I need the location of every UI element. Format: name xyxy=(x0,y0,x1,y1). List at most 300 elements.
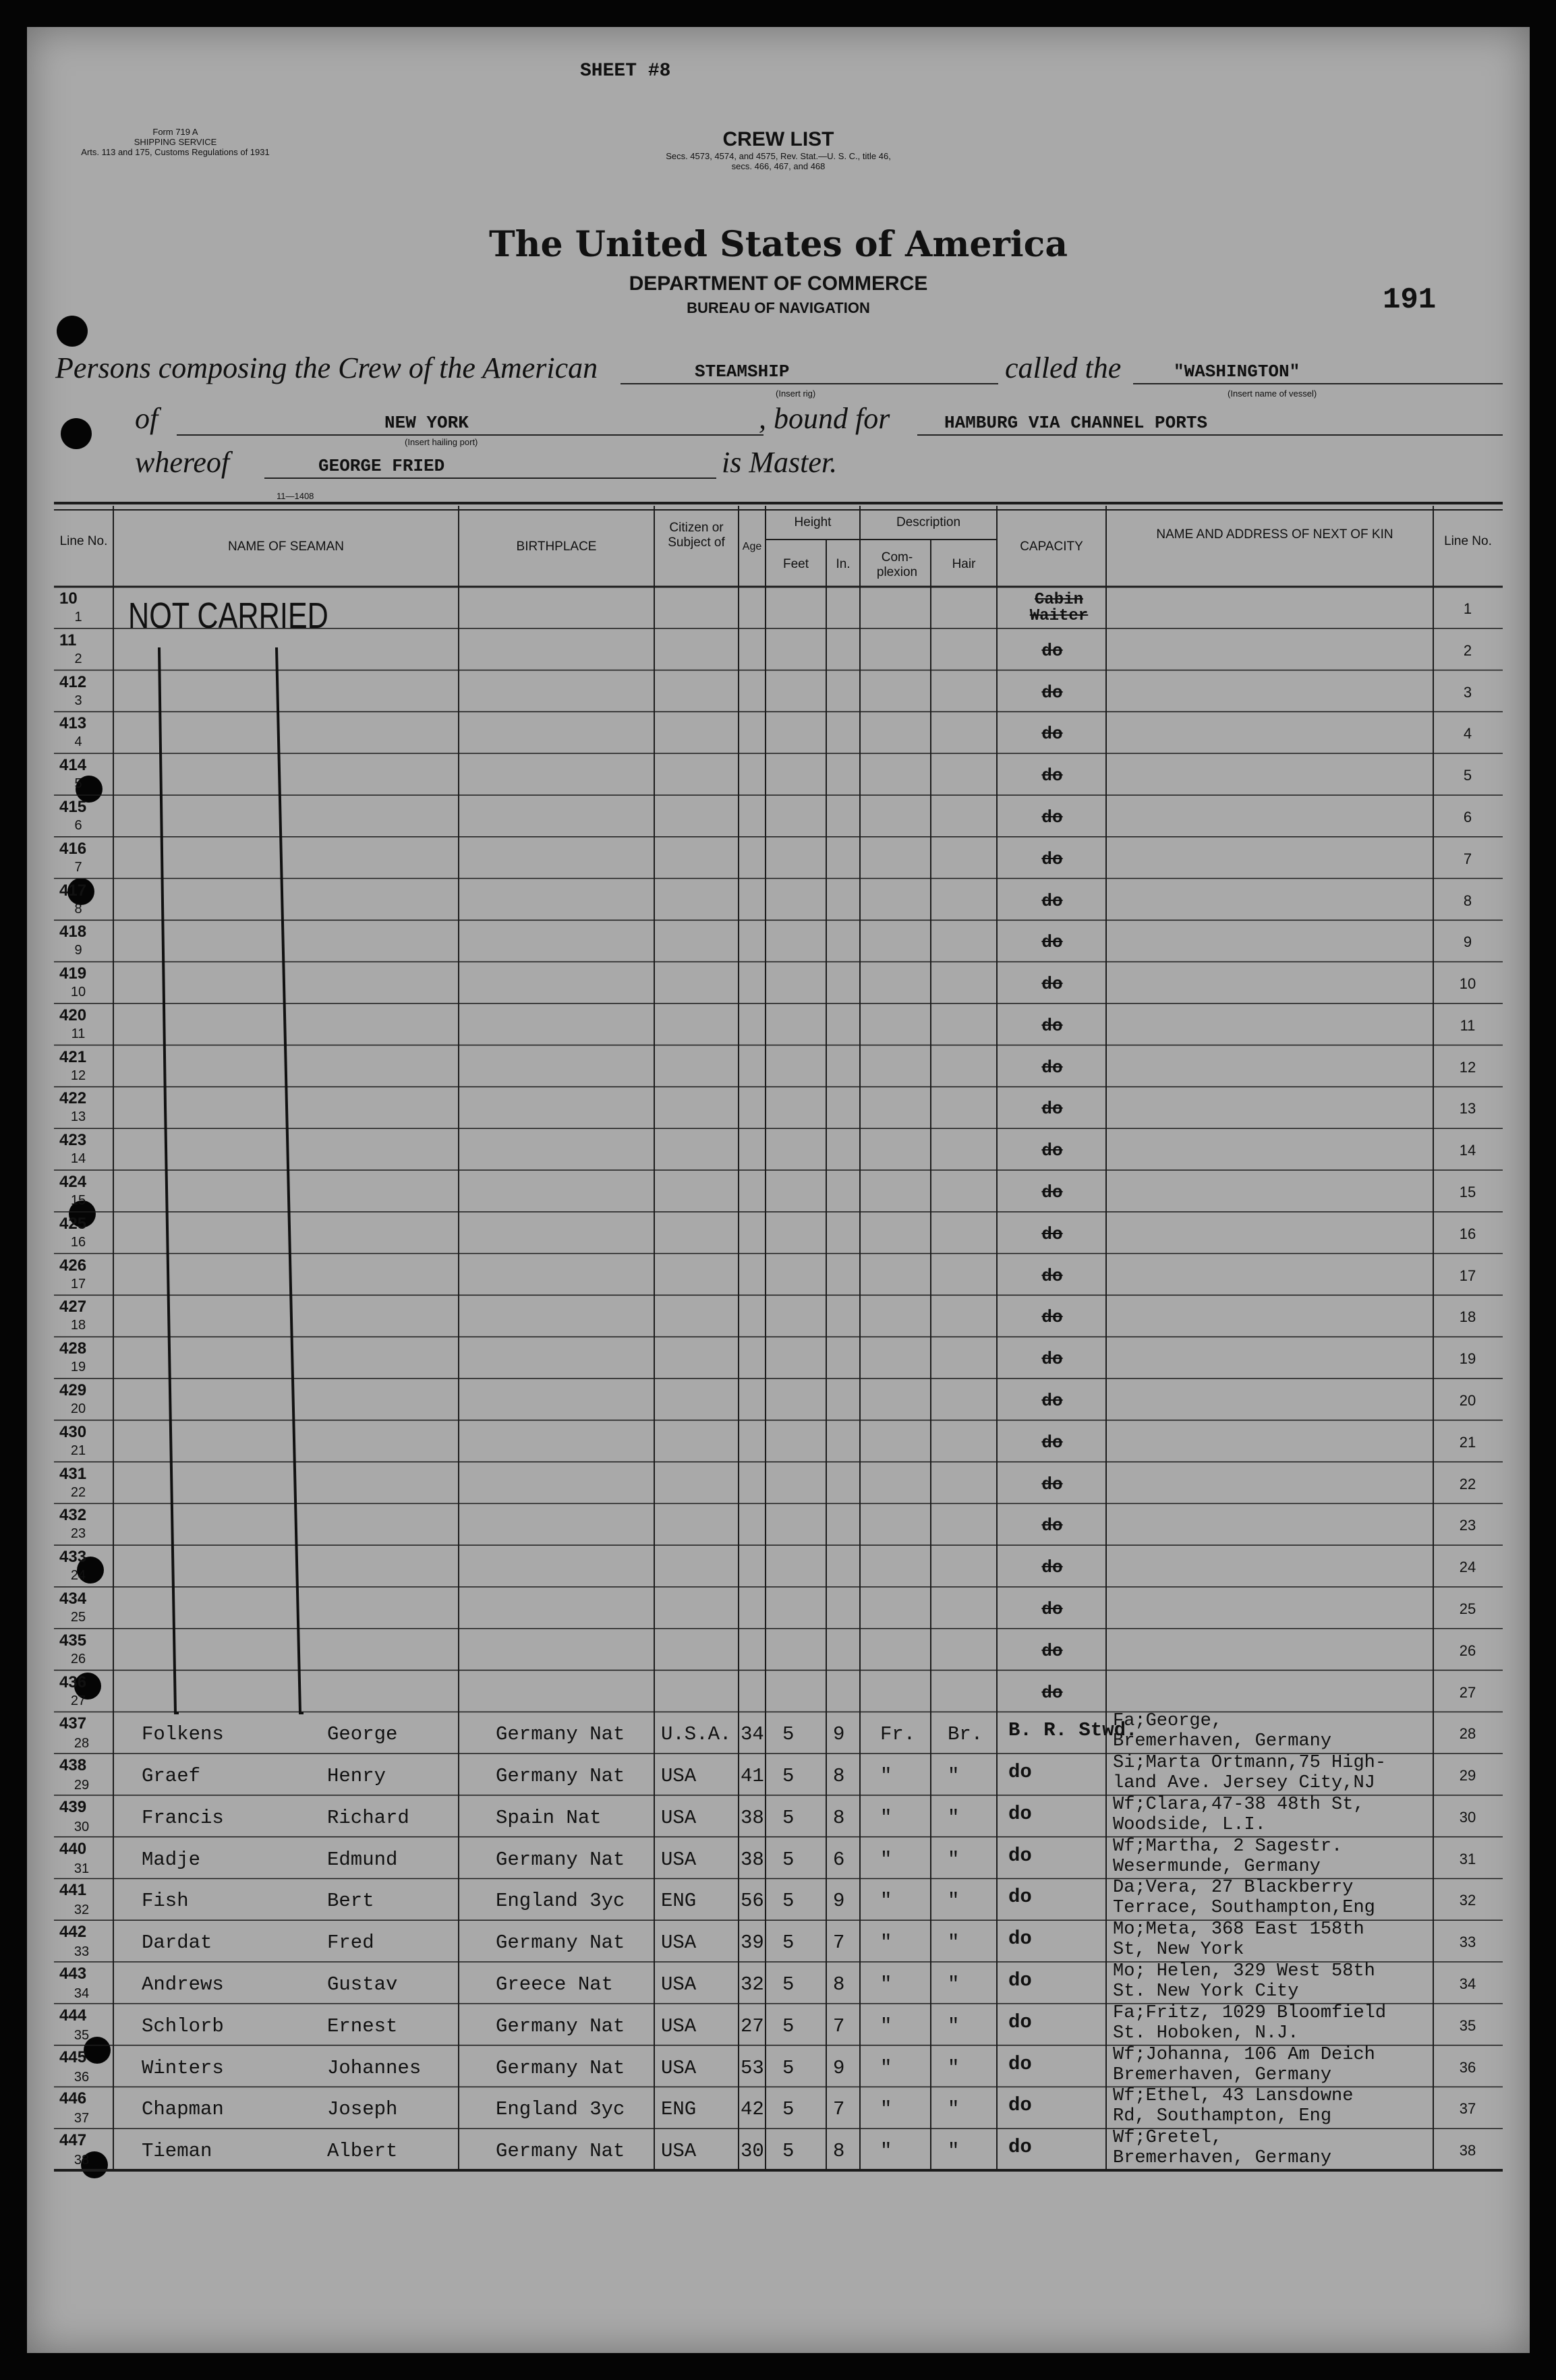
hair: " xyxy=(948,2014,960,2037)
row-line-number: 27 xyxy=(1459,1683,1476,1701)
hair: " xyxy=(948,1973,960,1996)
row-left-line-number: 14 xyxy=(70,1151,86,1167)
row-left-line-number: 16 xyxy=(70,1234,86,1250)
row-left-line-number: 21 xyxy=(70,1443,86,1458)
citizen-of: USA xyxy=(661,1932,697,1954)
row-line-number: 15 xyxy=(1459,1184,1476,1201)
row-left-line-number: 22 xyxy=(70,1484,86,1500)
complexion: " xyxy=(880,1765,892,1788)
row-original-number: 441 xyxy=(59,1881,87,1900)
row-left-line-number: 3 xyxy=(74,693,82,708)
row-original-number: 442 xyxy=(59,1923,87,1942)
height-inches: 8 xyxy=(833,1765,845,1788)
height-inches: 7 xyxy=(833,2014,845,2037)
row-line-number: 19 xyxy=(1459,1350,1476,1368)
row-original-number: 427 xyxy=(59,1298,87,1316)
row-left-line-number: 30 xyxy=(74,1819,90,1834)
birthplace: Germany Nat xyxy=(496,2014,625,2037)
seaman-given-name: Joseph xyxy=(327,2098,398,2121)
birthplace: England 3yc xyxy=(496,2098,625,2121)
seaman-surname: Graef xyxy=(142,1765,201,1788)
height-inches: 9 xyxy=(833,2056,845,2079)
row-line-number: 4 xyxy=(1463,725,1472,743)
row-original-number: 432 xyxy=(59,1506,87,1525)
next-of-kin-line1: Si;Marta Ortmann,75 High- xyxy=(1113,1753,1387,1774)
capacity-ditto: do xyxy=(1041,1223,1063,1244)
capacity-ditto: do xyxy=(1041,1474,1063,1494)
row-line-number: 17 xyxy=(1459,1267,1476,1284)
row-left-line-number: 28 xyxy=(74,1736,90,1751)
row-original-number: 10 xyxy=(59,589,78,608)
citizen-of: USA xyxy=(661,1806,697,1829)
row-left-line-number: 33 xyxy=(74,1944,90,1960)
capacity-ditto: do xyxy=(1041,1099,1063,1120)
row-left-line-number: 38 xyxy=(74,2153,90,2168)
capacity-ditto: do xyxy=(1041,1640,1063,1661)
capacity-ditto: do xyxy=(1041,1432,1063,1453)
row-left-line-number: 27 xyxy=(70,1693,86,1708)
next-of-kin-line2: Bremerhaven, Germany xyxy=(1113,2148,1332,2169)
whereof-label: whereof xyxy=(135,446,230,479)
capacity-ditto: do xyxy=(1041,1265,1063,1286)
bound-for-label: , bound for xyxy=(759,402,890,435)
form-line-1: Form 719 A xyxy=(152,127,198,137)
row-line-number: 13 xyxy=(1459,1100,1476,1118)
hair: " xyxy=(948,1932,960,1954)
capacity: do xyxy=(1008,2094,1032,2117)
height-inches: 7 xyxy=(833,2098,845,2121)
next-of-kin-line1: Wf;Martha, 2 Sagestr. xyxy=(1113,1836,1343,1857)
row-original-number: 420 xyxy=(59,1006,87,1024)
row-original-number: 418 xyxy=(59,923,87,941)
next-of-kin-line1: Fa;George, xyxy=(1113,1711,1223,1732)
row-left-line-number: 9 xyxy=(74,943,82,958)
age: 42 xyxy=(741,2098,764,2121)
crew-statement-prefix: Persons composing the Crew of the American xyxy=(55,351,598,384)
row-left-line-number: 6 xyxy=(74,817,82,833)
row-original-number: 444 xyxy=(59,2006,87,2025)
height-feet: 5 xyxy=(782,1723,795,1746)
is-master-label: is Master. xyxy=(722,446,838,479)
form-line-2: SHIPPING SERVICE xyxy=(134,137,217,147)
seaman-given-name: Johannes xyxy=(327,2056,422,2079)
row-original-number: 447 xyxy=(59,2131,87,2150)
capacity-ditto: do xyxy=(1041,724,1063,745)
height-inches: 9 xyxy=(833,1890,845,1913)
seaman-given-name: George xyxy=(327,1723,398,1746)
complexion: " xyxy=(880,2056,892,2079)
hair: " xyxy=(948,1890,960,1913)
row-left-line-number: 10 xyxy=(70,985,86,1000)
height-inches: 8 xyxy=(833,1973,845,1996)
capacity-ditto: do xyxy=(1041,932,1063,953)
height-feet: 5 xyxy=(782,1765,795,1788)
row-left-line-number: 17 xyxy=(70,1276,86,1291)
row-original-number: 423 xyxy=(59,1131,87,1150)
col-next-of-kin: NAME AND ADDRESS OF NEXT OF KIN xyxy=(1156,527,1393,542)
capacity-ditto: do xyxy=(1041,890,1063,911)
hair: Br. xyxy=(948,1723,983,1746)
row-line-number: 34 xyxy=(1459,1975,1476,1993)
capacity: B. R. Stwd. xyxy=(1008,1719,1138,1742)
birthplace: Greece Nat xyxy=(496,1973,614,1996)
row-left-line-number: 32 xyxy=(74,1903,90,1918)
row-left-line-number: 20 xyxy=(70,1401,86,1416)
complexion: " xyxy=(880,1890,892,1913)
row-original-number: 445 xyxy=(59,2048,87,2066)
capacity-ditto: do xyxy=(1041,1598,1063,1619)
capacity-ditto: do xyxy=(1041,1182,1063,1203)
row-original-number: 430 xyxy=(59,1422,87,1441)
row-left-line-number: 35 xyxy=(74,2027,90,2043)
row-line-number: 2 xyxy=(1463,641,1472,659)
height-feet: 5 xyxy=(782,1890,795,1913)
complexion: " xyxy=(880,2098,892,2121)
complexion: " xyxy=(880,1932,892,1954)
port-caption: (Insert hailing port) xyxy=(405,437,478,447)
row-left-line-number: 13 xyxy=(70,1109,86,1125)
row-original-number: 416 xyxy=(59,839,87,858)
seaman-given-name: Henry xyxy=(327,1765,386,1788)
row-line-number: 21 xyxy=(1459,1433,1476,1451)
row-left-line-number: 19 xyxy=(70,1360,86,1375)
row-line-number: 35 xyxy=(1459,2016,1476,2034)
height-inches: 7 xyxy=(833,1932,845,1954)
next-of-kin-line1: Wf;Clara,47-38 48th St, xyxy=(1113,1794,1364,1815)
col-description: Description xyxy=(896,515,961,529)
col-complexion: Com-plexion xyxy=(876,550,918,579)
destination: HAMBURG VIA CHANNEL PORTS xyxy=(944,413,1208,433)
crew-list-statute-1: Secs. 4573, 4574, and 4575, Rev. Stat.—U. S. C., title 46, xyxy=(666,151,891,161)
capacity: do xyxy=(1008,1886,1032,1909)
seaman-given-name: Bert xyxy=(327,1890,374,1913)
form-line-3: Arts. 113 and 175, Customs Regulations of 1931 xyxy=(81,147,270,157)
birthplace: England 3yc xyxy=(496,1890,625,1913)
row-line-number: 36 xyxy=(1459,2058,1476,2076)
capacity-ditto: do xyxy=(1041,974,1063,995)
department-title: DEPARTMENT OF COMMERCE xyxy=(629,272,928,295)
age: 34 xyxy=(741,1723,764,1746)
birthplace: Germany Nat xyxy=(496,2140,625,2163)
capacity-ditto: do xyxy=(1041,1349,1063,1370)
row-original-number: 412 xyxy=(59,672,87,691)
called-the-label: called the xyxy=(1005,351,1122,384)
crew-list-title: CREW LIST xyxy=(722,128,834,150)
next-of-kin-line1: Mo; Helen, 329 West 58th xyxy=(1113,1961,1375,1982)
capacity-ditto: do xyxy=(1041,807,1063,828)
row-left-line-number: 37 xyxy=(74,2111,90,2126)
row-line-number: 14 xyxy=(1459,1142,1476,1159)
seaman-surname: Chapman xyxy=(142,2098,224,2121)
page-stamp: 191 xyxy=(1383,283,1437,317)
row-original-number: 421 xyxy=(59,1047,87,1066)
hailing-port: NEW YORK xyxy=(384,413,469,433)
row-left-line-number: 18 xyxy=(70,1318,86,1333)
citizen-of: ENG xyxy=(661,1890,697,1913)
row-left-line-number: 31 xyxy=(74,1861,90,1876)
row-original-number: 413 xyxy=(59,714,87,733)
row-line-number: 6 xyxy=(1463,808,1472,825)
seaman-given-name: Fred xyxy=(327,1932,374,1954)
capacity-ditto: do xyxy=(1041,1140,1063,1161)
row-original-number: 443 xyxy=(59,1965,87,1983)
col-line-no: Line No. xyxy=(59,534,108,548)
citizen-of: USA xyxy=(661,1765,697,1788)
row-original-number: 431 xyxy=(59,1464,87,1483)
row-original-number: 433 xyxy=(59,1548,87,1567)
next-of-kin-line2: St. New York City xyxy=(1113,1981,1299,2002)
citizen-of: U.S.A. xyxy=(661,1723,732,1746)
next-of-kin-line2: Woodside, L.I. xyxy=(1113,1814,1266,1835)
row-line-number: 20 xyxy=(1459,1392,1476,1409)
col-citizen: Citizen or Subject of xyxy=(668,521,725,550)
age: 32 xyxy=(741,1973,764,1996)
next-of-kin-line1: Wf;Johanna, 106 Am Deich xyxy=(1113,2044,1375,2065)
capacity-ditto: do xyxy=(1041,848,1063,869)
seaman-surname: Winters xyxy=(142,2056,224,2079)
complexion: " xyxy=(880,2140,892,2163)
capacity: do xyxy=(1008,2052,1032,2075)
next-of-kin-line1: Mo;Meta, 368 East 158th xyxy=(1113,1919,1364,1940)
country-title: The United States of America xyxy=(488,224,1068,265)
height-feet: 5 xyxy=(782,1806,795,1829)
birthplace: Spain Nat xyxy=(496,1806,602,1829)
row-line-number: 33 xyxy=(1459,1934,1476,1951)
row-line-number: 31 xyxy=(1459,1850,1476,1867)
seaman-surname: Schlorb xyxy=(142,2014,224,2037)
capacity: do xyxy=(1008,2010,1032,2033)
row-left-line-number: 29 xyxy=(74,1778,90,1793)
age: 38 xyxy=(741,1806,764,1829)
height-feet: 5 xyxy=(782,2098,795,2121)
row-left-line-number: 4 xyxy=(74,734,82,750)
row-left-line-number: 5 xyxy=(74,776,82,792)
row-line-number: 24 xyxy=(1459,1559,1476,1576)
next-of-kin-line2: land Ave. Jersey City,NJ xyxy=(1113,1773,1375,1794)
seaman-given-name: Edmund xyxy=(327,1848,398,1871)
citizen-of: USA xyxy=(661,2014,697,2037)
row-original-number: 429 xyxy=(59,1381,87,1399)
row-original-number: 437 xyxy=(59,1714,87,1733)
capacity-ditto: do xyxy=(1041,1557,1063,1578)
height-inches: 9 xyxy=(833,1723,845,1746)
capacity-ditto: do xyxy=(1041,682,1063,703)
height-inches: 8 xyxy=(833,1806,845,1829)
row-original-number: 446 xyxy=(59,2089,87,2108)
row-original-number: 11 xyxy=(59,631,77,649)
master-name: GEORGE FRIED xyxy=(318,456,445,476)
col-line-no-right: Line No. xyxy=(1444,534,1492,548)
row-line-number: 3 xyxy=(1463,683,1472,701)
row-line-number: 11 xyxy=(1460,1016,1476,1034)
rig-caption: (Insert rig) xyxy=(776,388,816,399)
height-feet: 5 xyxy=(782,1932,795,1954)
row-original-number: 438 xyxy=(59,1756,87,1775)
row-left-line-number: 15 xyxy=(70,1193,86,1209)
capacity: do xyxy=(1008,1844,1032,1867)
row-original-number: 440 xyxy=(59,1839,87,1858)
col-inches: In. xyxy=(836,557,851,571)
crew-list-statute-2: secs. 466, 467, and 468 xyxy=(731,161,826,171)
birthplace: Germany Nat xyxy=(496,2056,625,2079)
row-original-number: 414 xyxy=(59,756,87,775)
row-original-number: 422 xyxy=(59,1089,87,1108)
height-feet: 5 xyxy=(782,2014,795,2037)
next-of-kin-line1: Wf;Gretel, xyxy=(1113,2128,1223,2149)
complexion: " xyxy=(880,2014,892,2037)
row-left-line-number: 1 xyxy=(74,610,82,625)
age: 27 xyxy=(741,2014,764,2037)
birthplace: Germany Nat xyxy=(496,1765,625,1788)
col-birthplace: BIRTHPLACE xyxy=(516,540,597,554)
row-left-line-number: 23 xyxy=(70,1526,86,1542)
capacity: do xyxy=(1008,1927,1032,1950)
seaman-surname: Dardat xyxy=(142,1932,212,1954)
age: 56 xyxy=(741,1890,764,1913)
row-original-number: 425 xyxy=(59,1214,87,1233)
row-original-number: 434 xyxy=(59,1589,87,1608)
seaman-surname: Madje xyxy=(142,1848,201,1871)
hair: " xyxy=(948,2056,960,2079)
height-feet: 5 xyxy=(782,2140,795,2163)
seaman-surname: Francis xyxy=(142,1806,224,1829)
capacity: do xyxy=(1008,1969,1032,1992)
not-carried-stamp: NOT CARRIED xyxy=(128,596,328,636)
sheet-number: SHEET #8 xyxy=(580,61,671,82)
next-of-kin-line2: St. Hoboken, N.J. xyxy=(1113,2023,1299,2043)
row-left-line-number: 34 xyxy=(74,1986,90,2002)
seaman-surname: Folkens xyxy=(142,1723,224,1746)
of-label: of xyxy=(135,402,159,435)
hair: " xyxy=(948,1806,960,1829)
next-of-kin-line2: Bremerhaven, Germany xyxy=(1113,2064,1332,2085)
capacity-ditto: do xyxy=(1041,1057,1063,1078)
col-name-of-seaman: NAME OF SEAMAN xyxy=(227,540,345,554)
height-feet: 5 xyxy=(782,1848,795,1871)
next-of-kin-line2: Wesermunde, Germany xyxy=(1113,1856,1321,1877)
seaman-given-name: Albert xyxy=(327,2140,398,2163)
row-line-number: 10 xyxy=(1459,975,1476,993)
row-original-number: 415 xyxy=(59,797,87,816)
row-left-line-number: 11 xyxy=(71,1026,86,1041)
row-line-number: 32 xyxy=(1459,1892,1476,1909)
row-original-number: 439 xyxy=(59,1797,87,1816)
capacity-ditto: do xyxy=(1041,765,1063,786)
row-line-number: 1 xyxy=(1463,600,1472,617)
capacity-ditto: do xyxy=(1041,640,1063,661)
row-line-number: 29 xyxy=(1459,1767,1476,1784)
capacity: do xyxy=(1008,2136,1032,2159)
row-line-number: 8 xyxy=(1463,892,1472,909)
row-line-number: 5 xyxy=(1463,767,1472,784)
row-left-line-number: 36 xyxy=(74,2069,90,2085)
birthplace: Germany Nat xyxy=(496,1723,625,1746)
row-left-line-number: 2 xyxy=(74,651,82,666)
col-feet: Feet xyxy=(782,557,809,571)
next-of-kin-line2: St, New York xyxy=(1113,1940,1244,1961)
capacity: do xyxy=(1008,1761,1032,1784)
citizen-of: USA xyxy=(661,1973,697,1996)
row-line-number: 38 xyxy=(1459,2142,1476,2159)
birthplace: Germany Nat xyxy=(496,1932,625,1954)
capacity-ditto: do xyxy=(1041,1307,1063,1328)
next-of-kin-line2: Terrace, Southampton,Eng xyxy=(1113,1898,1375,1919)
complexion: " xyxy=(880,1806,892,1829)
row-original-number: 426 xyxy=(59,1256,87,1275)
capacity-ditto: do xyxy=(1041,1682,1063,1703)
hair: " xyxy=(948,1765,960,1788)
height-feet: 5 xyxy=(782,1973,795,1996)
age: 53 xyxy=(741,2056,764,2079)
row-original-number: 419 xyxy=(59,964,87,983)
age: 39 xyxy=(741,1932,764,1954)
seaman-surname: Tieman xyxy=(142,2140,212,2163)
complexion: Fr. xyxy=(880,1723,916,1746)
row-line-number: 22 xyxy=(1459,1475,1476,1492)
col-age: Age xyxy=(742,541,762,552)
crew-list-sheet xyxy=(27,27,1530,2353)
vessel-rig: STEAMSHIP xyxy=(695,361,790,382)
col-capacity: CAPACITY xyxy=(1020,540,1083,554)
col-height: Height xyxy=(794,515,832,529)
hair: " xyxy=(948,2140,960,2163)
capacity-cabin-waiter: Cabin Waiter xyxy=(1029,591,1089,625)
next-of-kin-line2: Bremerhaven, Germany xyxy=(1113,1731,1332,1752)
complexion: " xyxy=(880,1973,892,1996)
row-left-line-number: 25 xyxy=(70,1609,86,1625)
row-line-number: 23 xyxy=(1459,1517,1476,1534)
birthplace: Germany Nat xyxy=(496,1848,625,1871)
citizen-of: USA xyxy=(661,1848,697,1871)
citizen-of: USA xyxy=(661,2140,697,2163)
capacity-ditto: do xyxy=(1041,1015,1063,1036)
row-original-number: 424 xyxy=(59,1173,87,1192)
col-hair: Hair xyxy=(952,557,976,571)
vessel-name-caption: (Insert name of vessel) xyxy=(1228,388,1317,399)
row-line-number: 7 xyxy=(1463,850,1472,867)
height-inches: 8 xyxy=(833,2140,845,2163)
row-line-number: 37 xyxy=(1459,2100,1476,2118)
age: 38 xyxy=(741,1848,764,1871)
row-left-line-number: 26 xyxy=(70,1651,86,1666)
capacity-ditto: do xyxy=(1041,1515,1063,1536)
seaman-surname: Fish xyxy=(142,1890,189,1913)
seaman-given-name: Gustav xyxy=(327,1973,398,1996)
seaman-given-name: Ernest xyxy=(327,2014,398,2037)
next-of-kin-line2: Rd, Southampton, Eng xyxy=(1113,2106,1332,2127)
row-line-number: 12 xyxy=(1459,1058,1476,1076)
seaman-given-name: Richard xyxy=(327,1806,409,1829)
next-of-kin-line1: Da;Vera, 27 Blackberry xyxy=(1113,1878,1354,1898)
hair: " xyxy=(948,1848,960,1871)
row-line-number: 18 xyxy=(1459,1308,1476,1326)
seaman-surname: Andrews xyxy=(142,1973,224,1996)
print-code: 11—1408 xyxy=(277,491,314,501)
capacity-ditto: do xyxy=(1041,1391,1063,1411)
row-line-number: 16 xyxy=(1459,1225,1476,1242)
vessel-name: "WASHINGTON" xyxy=(1174,361,1300,382)
row-original-number: 417 xyxy=(59,881,87,900)
row-line-number: 25 xyxy=(1459,1600,1476,1617)
height-feet: 5 xyxy=(782,2056,795,2079)
row-line-number: 9 xyxy=(1463,933,1472,951)
hair: " xyxy=(948,2098,960,2121)
complexion: " xyxy=(880,1848,892,1871)
citizen-of: ENG xyxy=(661,2098,697,2121)
row-left-line-number: 12 xyxy=(70,1068,86,1083)
capacity: do xyxy=(1008,1802,1032,1825)
age: 30 xyxy=(741,2140,764,2163)
